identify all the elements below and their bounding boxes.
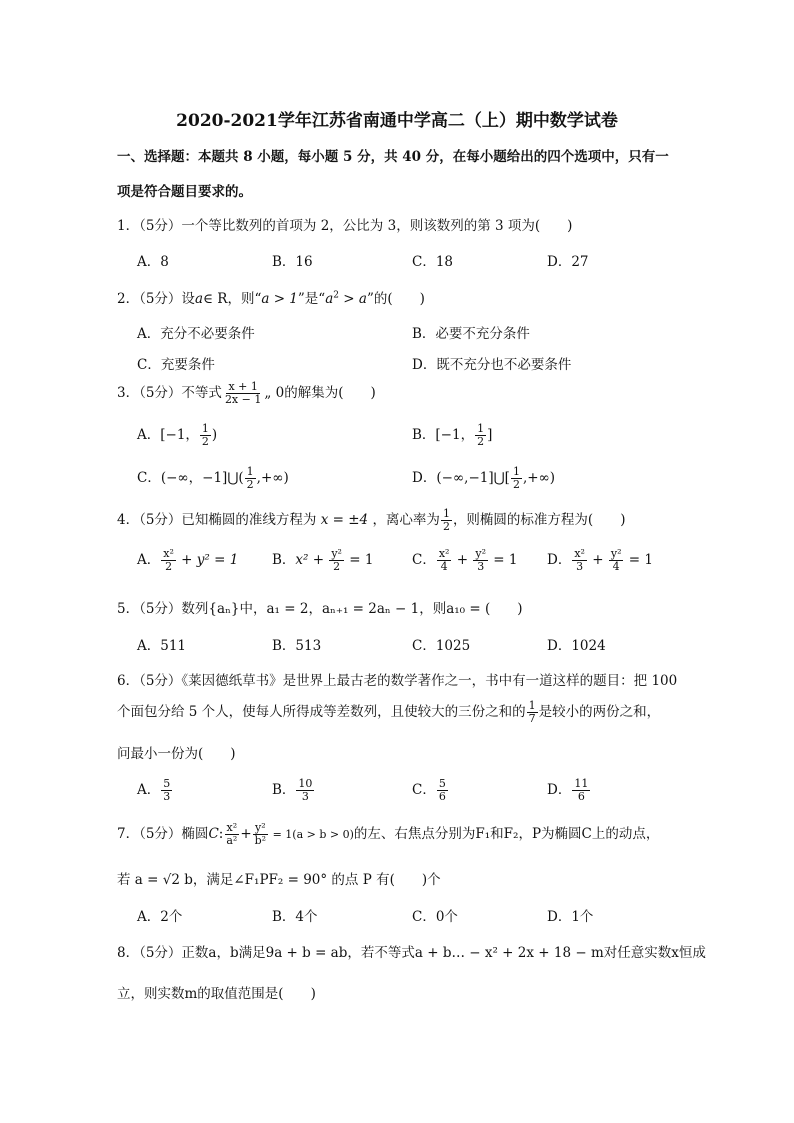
q3-a-frac bbox=[200, 423, 211, 448]
q4-d-frac2 bbox=[609, 548, 624, 573]
q7-frac1-num: x² bbox=[226, 821, 238, 834]
q4-suffix: ，则椭圆的标准方程为( ) bbox=[452, 512, 626, 528]
question-6-line1: 6．（5分）《莱因德纸草书》是世界上最古老的数学著作之一，书中有一道这样的题目：把 100 bbox=[117, 673, 678, 689]
q6-frac-num: 1 bbox=[528, 699, 536, 712]
q3-option-a bbox=[137, 423, 217, 448]
q3-option-c bbox=[137, 466, 289, 491]
q3-a-den: 2 bbox=[201, 435, 209, 448]
q4-ecc-frac bbox=[441, 508, 452, 533]
q6-d-label: D． bbox=[547, 782, 572, 798]
q2-var-a: a bbox=[194, 291, 203, 307]
q4-a-num: x² bbox=[163, 547, 174, 560]
q3-fraction bbox=[223, 381, 263, 406]
q4-c-plus: + bbox=[452, 552, 473, 568]
question-2-stem: 2．（5分）设a∈ R，则“a > 1”是“$a^2 > a$”的( ) bbox=[117, 290, 425, 307]
q6-a-num: 5 bbox=[163, 777, 171, 790]
q5-option-a: A．511 bbox=[137, 638, 187, 654]
q2-cond2a: a bbox=[325, 291, 334, 307]
q6-option-a bbox=[137, 778, 173, 803]
q5-option-b: B．513 bbox=[272, 638, 322, 654]
q3-b-num: 1 bbox=[477, 422, 485, 435]
q1-option-c: C．18 bbox=[412, 254, 454, 270]
q6-d-frac bbox=[572, 778, 590, 803]
q6-d-num: 11 bbox=[574, 777, 589, 790]
q2-prefix: 2．（5分）设 bbox=[117, 291, 195, 307]
q2-cond2b: > a bbox=[339, 291, 367, 307]
q3-option-b bbox=[412, 423, 492, 448]
q2-option-a: A．充分不必要条件 bbox=[137, 326, 255, 342]
question-8-line2: 立，则实数m的取值范围是( ) bbox=[117, 986, 316, 1002]
question-7-line2: 若 a = √2 b，满足∠F₁PF₂ = 90° 的点 P 有( )个 bbox=[117, 872, 441, 888]
q6-option-d bbox=[547, 778, 591, 803]
q6-frac bbox=[527, 700, 538, 725]
q4-c-den1: 4 bbox=[440, 560, 448, 573]
q2-option-c: C．充要条件 bbox=[137, 357, 215, 373]
q3-c-post: ,+∞) bbox=[256, 470, 289, 486]
q4-d-plus: + bbox=[587, 552, 608, 568]
q7-frac1 bbox=[224, 822, 239, 847]
q2-cond1: a > 1 bbox=[261, 291, 298, 307]
question-4-stem bbox=[117, 508, 625, 533]
q7-eq-tail: = 1(a > b > 0) bbox=[269, 828, 354, 841]
q4-d-num2: y² bbox=[610, 547, 622, 560]
q6-b-num: 10 bbox=[298, 777, 313, 790]
q3-b-frac bbox=[475, 423, 486, 448]
q4-b-head: x² + bbox=[295, 552, 329, 568]
q3-frac-num: x + 1 bbox=[228, 380, 258, 393]
q6-d-den: 6 bbox=[577, 790, 585, 803]
q3-c-num: 1 bbox=[246, 465, 254, 478]
q3-d-frac bbox=[511, 466, 522, 491]
q4-c-num1: x² bbox=[438, 547, 450, 560]
q4-c-den2: 3 bbox=[477, 560, 485, 573]
q3-c-den: 2 bbox=[246, 478, 254, 491]
q2-mid: ”是“ bbox=[297, 291, 326, 307]
q3-b-den: 2 bbox=[477, 435, 485, 448]
q3-d-pre: D．(−∞,−1]⋃[ bbox=[412, 470, 510, 486]
q6-b-frac bbox=[296, 778, 314, 803]
section-header-line2: 项是符合题目要求的。 bbox=[117, 184, 252, 200]
q7-frac2 bbox=[253, 822, 268, 847]
q3-c-pre: C．(−∞，−1]⋃( bbox=[137, 470, 244, 486]
page-title: 2020-2021学年江苏省南通中学高二（上）期中数学试卷 bbox=[176, 111, 618, 131]
question-6-line2 bbox=[117, 700, 660, 725]
q4-b-frac bbox=[329, 548, 344, 573]
q5-option-c: C．1025 bbox=[412, 638, 471, 654]
q7-c: C bbox=[208, 826, 219, 842]
q4-a-tail: + y² = 1 bbox=[176, 552, 239, 568]
q6-c-frac bbox=[437, 778, 448, 803]
q3-frac-den: 2x − 1 bbox=[224, 393, 262, 406]
q7-frac2-num: y² bbox=[255, 821, 266, 834]
question-8-line1: 8．（5分）正数a，b满足9a + b = ab，若不等式a + b… − x² + 2x + 18 − m对任意实数x恒成 bbox=[117, 945, 706, 961]
q5-option-d: D．1024 bbox=[547, 638, 606, 654]
q4-c-frac2 bbox=[473, 548, 488, 573]
q4-b-num: y² bbox=[331, 547, 342, 560]
q4-option-d bbox=[547, 548, 653, 573]
q6-a-den: 3 bbox=[163, 790, 171, 803]
q3-prefix: 3．（5分）不等式 bbox=[117, 385, 222, 401]
q6-b-label: B． bbox=[272, 782, 296, 798]
question-3-stem bbox=[117, 381, 376, 406]
question-5-stem: 5．（5分）数列{aₙ}中，a₁ = 2，aₙ₊₁ = 2aₙ − 1，则a₁₀ = ( ) bbox=[117, 601, 523, 617]
q6-line2-post: 是较小的两份之和， bbox=[538, 704, 661, 720]
q6-b-den: 3 bbox=[301, 790, 309, 803]
q7-option-d: D．1个 bbox=[547, 909, 594, 925]
q7-prefix: 7．（5分）椭圆 bbox=[117, 826, 209, 842]
q3-d-den: 2 bbox=[512, 478, 520, 491]
q6-option-c bbox=[412, 778, 449, 803]
q3-b-pre: B．[−1， bbox=[412, 427, 475, 443]
question-7-line1: 7．（5分）椭圆C: $\frac{\text{x²}}{\text{a²}}$ + $\frac{\text{y²}}{\text{b²}}$ = 1(a > b > 0)的左、右焦点分别为F₁和F₂，P为椭圆C上的动点， bbox=[117, 821, 660, 847]
q7-option-b: B．4个 bbox=[272, 909, 318, 925]
q3-d-post: ,+∞) bbox=[522, 470, 556, 486]
q3-a-post: ) bbox=[211, 427, 218, 443]
question-1-stem: 1．（5分）一个等比数列的首项为 2，公比为 3，则该数列的第 3 项为( ) bbox=[117, 218, 573, 234]
question-6-line3: 问最小一份为( ) bbox=[117, 746, 236, 762]
q3-c-frac bbox=[245, 466, 256, 491]
q4-b-label: B． bbox=[272, 552, 296, 568]
q6-a-label: A． bbox=[137, 782, 161, 798]
q7-option-c: C．0个 bbox=[412, 909, 458, 925]
q7-frac2-den: b² bbox=[254, 834, 267, 847]
q4-d-tail: = 1 bbox=[624, 552, 653, 568]
q6-c-num: 5 bbox=[438, 777, 446, 790]
q3-suffix: 的解集为( ) bbox=[284, 385, 376, 401]
q2-option-d: D．既不充分也不必要条件 bbox=[412, 357, 572, 373]
q4-mid: ，离心率为 bbox=[372, 512, 440, 528]
q1-option-a: A．8 bbox=[137, 254, 169, 270]
q4-prefix: 4．（5分）已知椭圆的准线方程为 bbox=[117, 512, 317, 528]
q1-option-b: B．16 bbox=[272, 254, 313, 270]
q4-option-b bbox=[272, 548, 373, 573]
q4-d-frac1 bbox=[572, 548, 587, 573]
q3-b-post: ] bbox=[487, 427, 493, 443]
q1-option-d: D．27 bbox=[547, 254, 589, 270]
q4-b-tail: = 1 bbox=[344, 552, 374, 568]
q4-option-a bbox=[137, 548, 238, 573]
q4-d-label: D． bbox=[547, 552, 572, 568]
q4-d-den2: 4 bbox=[612, 560, 620, 573]
q7-frac1-den: a² bbox=[226, 834, 238, 847]
q3-a-num: 1 bbox=[201, 422, 209, 435]
q4-c-tail: = 1 bbox=[489, 552, 518, 568]
q4-ecc-den: 2 bbox=[442, 520, 450, 533]
q6-a-frac bbox=[161, 778, 172, 803]
q4-d-num1: x² bbox=[574, 547, 585, 560]
section-header-line1: 一、选择题：本题共 8 小题，每小题 5 分，共 40 分，在每小题给出的四个选项中，只有一 bbox=[117, 149, 669, 165]
q4-eq: x = ±4 bbox=[316, 512, 373, 528]
q6-c-den: 6 bbox=[438, 790, 446, 803]
q4-c-label: C． bbox=[412, 552, 436, 568]
q4-c-num2: y² bbox=[475, 547, 486, 560]
q4-d-den1: 3 bbox=[576, 560, 584, 573]
q3-a-pre: A．[−1， bbox=[137, 427, 199, 443]
q2-option-b: B．必要不充分条件 bbox=[412, 326, 530, 342]
q6-line2-pre: 个面包分给 5 个人，使每人所得成等差数列，且使较大的三份之和的 bbox=[117, 704, 526, 720]
q6-option-b bbox=[272, 778, 315, 803]
q4-c-frac1 bbox=[437, 548, 452, 573]
q4-a-frac bbox=[161, 548, 176, 573]
q4-b-den: 2 bbox=[333, 560, 341, 573]
q2-in-r: ∈ R，则“ bbox=[203, 291, 262, 307]
q6-c-label: C． bbox=[412, 782, 436, 798]
q7-option-a: A．2个 bbox=[137, 909, 183, 925]
q4-a-label: A． bbox=[137, 552, 161, 568]
q7-line1-tail: 的左、右焦点分别为F₁和F₂，P为椭圆C上的动点， bbox=[353, 826, 660, 842]
q2-suffix: ”的( ) bbox=[366, 291, 425, 307]
q4-a-den: 2 bbox=[165, 560, 173, 573]
q3-rel: „ 0 bbox=[264, 385, 285, 401]
q4-ecc-num: 1 bbox=[442, 507, 450, 520]
q6-frac-den: 7 bbox=[528, 712, 536, 725]
q3-d-num: 1 bbox=[512, 465, 520, 478]
q4-option-c bbox=[412, 548, 517, 573]
q3-option-d bbox=[412, 466, 555, 491]
